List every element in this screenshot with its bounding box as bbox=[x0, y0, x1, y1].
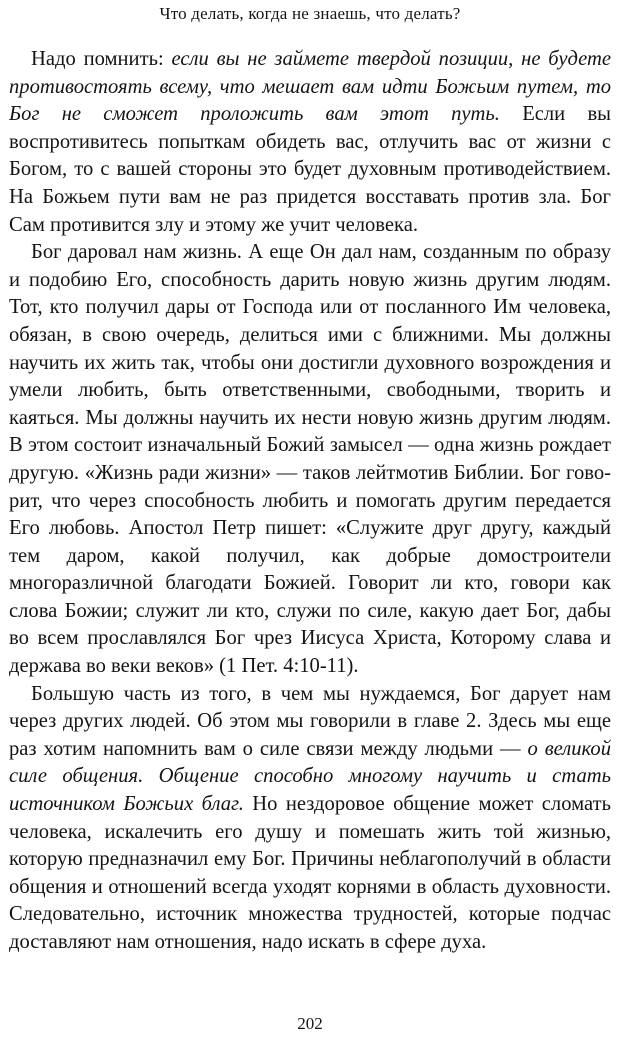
text-run: Но нездоровое общение может сломать человека, искалечить его душу и помешать жить той жизнью, которую предназначил ему Бог. Причины неблагополучий в области общения и отношений всегда уходят корнями в область духовности. Следовательно, источник множества трудностей, которые подчас доставляют нам отношения, надо искать в сфере духа. bbox=[9, 793, 611, 953]
body-text bbox=[9, 46, 611, 957]
page-number: 202 bbox=[297, 1014, 323, 1033]
text-run: Большую часть из того, в чем мы нуждаемся, Бог дарует нам через других людей. Об этом мы говорили в главе 2. Здесь мы еще раз хотим напомнить вам о силе связи между людьми — bbox=[9, 682, 611, 760]
text-run: Надо помнить: bbox=[31, 48, 172, 70]
text-run: Если вы воспротивитесь попыткам обидеть вас, отлучить вас от жизни с Богом, то с вашей стороны это будет духовным противодействием. На Божьем пути вам не раз придется восставать против зла. Бог Сам противится злу и этому же учит человека. bbox=[9, 103, 611, 236]
running-head: Что делать, когда не знаешь, что делать? bbox=[159, 4, 461, 23]
italic-text-run: о великой силе общения. Общение способно многому научить и стать источником Божьих благ. bbox=[9, 737, 611, 816]
paragraph bbox=[9, 681, 611, 957]
paragraph bbox=[9, 239, 611, 681]
text-run: Бог даровал нам жизнь. А еще Он дал нам, созданным по образу и подобию Его, способность дарить новую жизнь другим людям. Тот, кто получил дары от Господа или от посланного Им человека, обязан, в свою очередь, делиться ими с ближними. Мы должны научить их жить так, чтобы они достигли духовного возрождения и умели любить, быть ответственными, свободными, творить и каяться. Мы должны научить их нести новую жизнь другим людям. В этом состоит изначальный Божий замысел — одна жизнь рождает другую. «Жизнь ради жизни» — таков лейтмотив Библии. Бог говорит, что через способность любить и помогать другим передается Его любовь. Апостол Петр пишет: «Служите друг другу, каждый тем даром, какой получил, как добрые домостроители многоразличной благодати Божией. Говорит ли кто, говори как слова Божии; служит ли кто, служи по силе, какую дает Бог, дабы во всем прославлялся Бог чрез Иисуса Христа, Которому слава и держава во веки веков» (1 Пет. 4:10-11). bbox=[9, 241, 611, 678]
italic-text-run: если вы не займете твердой позиции, не будете противостоять всему, что мешает вам идти Божьим путем, то Бог не сможет проложить вам этот путь. bbox=[9, 48, 611, 126]
paragraph bbox=[9, 46, 611, 239]
